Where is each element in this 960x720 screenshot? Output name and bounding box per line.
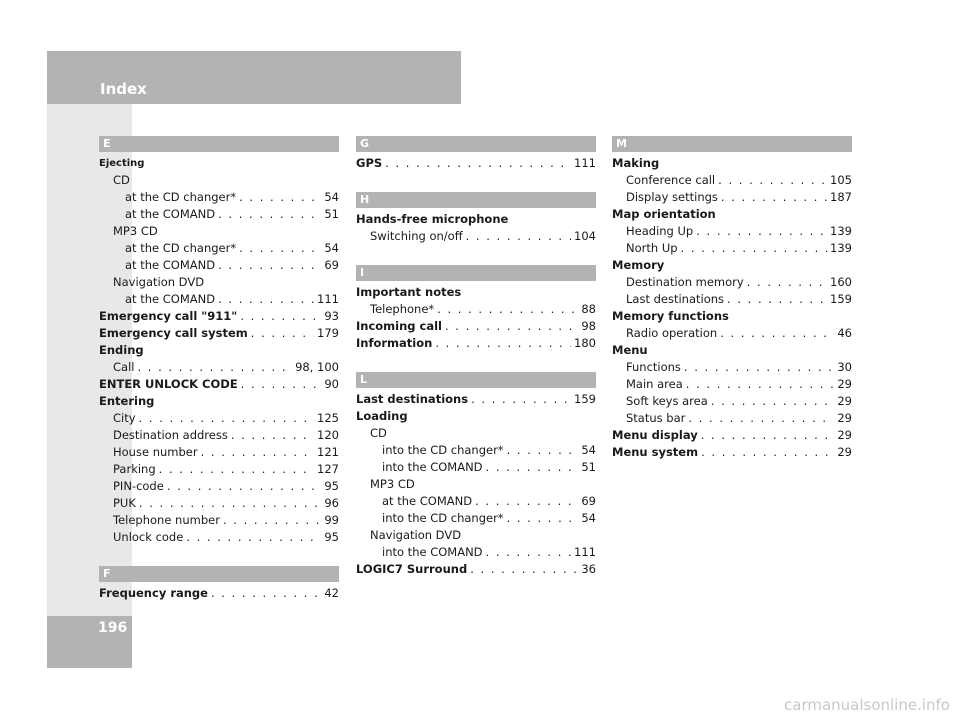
index-entry <box>99 342 339 359</box>
index-term: City <box>113 411 136 425</box>
index-entry <box>99 376 339 393</box>
index-term: Incoming call <box>356 319 442 333</box>
dot-leader <box>445 318 578 335</box>
index-page-ref: 139 <box>830 224 852 238</box>
index-entry <box>612 427 852 444</box>
index-page-ref: 29 <box>837 411 852 425</box>
index-entry <box>99 478 339 495</box>
index-page-ref: 54 <box>324 241 339 255</box>
index-term: Important notes <box>356 285 462 299</box>
index-entry <box>99 172 339 189</box>
index-term: Destination memory <box>626 275 744 289</box>
index-entry <box>356 391 596 408</box>
index-page-ref: 51 <box>581 460 596 474</box>
index-term: Navigation DVD <box>370 528 462 542</box>
index-entry <box>99 359 339 376</box>
index-entry <box>612 393 852 410</box>
dot-leader <box>486 544 572 561</box>
dot-leader <box>186 529 321 546</box>
index-page-ref: 29 <box>837 428 852 442</box>
index-term: at the COMAND <box>125 207 216 221</box>
dot-leader <box>471 391 571 408</box>
section-letter-header: E <box>99 136 339 152</box>
index-page-ref: 36 <box>581 562 596 576</box>
index-page-ref: 159 <box>574 392 596 406</box>
index-term: Parking <box>113 462 156 476</box>
dot-leader <box>721 189 827 206</box>
index-entry <box>356 459 596 476</box>
index-entry <box>356 211 596 228</box>
dot-leader <box>507 442 579 459</box>
index-entry <box>99 410 339 427</box>
index-page-ref: 111 <box>574 545 596 559</box>
index-term: Making <box>612 156 660 170</box>
index-entry <box>612 410 852 427</box>
section-letter-header: G <box>356 136 596 152</box>
index-term: Switching on/off <box>370 229 463 243</box>
index-page-ref: 105 <box>830 173 852 187</box>
index-entry <box>99 240 339 257</box>
dot-leader <box>435 335 571 352</box>
index-page-ref: 42 <box>324 586 339 600</box>
index-column-2 <box>356 136 596 578</box>
index-entry <box>356 335 596 352</box>
dot-leader <box>385 155 571 172</box>
index-term: CD <box>113 173 130 187</box>
dot-leader <box>241 376 322 393</box>
index-entry <box>99 529 339 546</box>
dot-leader <box>437 301 578 318</box>
index-term: Memory functions <box>612 309 729 323</box>
index-term: Frequency range <box>99 586 208 600</box>
index-page-ref: 99 <box>324 513 339 527</box>
section-letter-header: L <box>356 372 596 388</box>
index-entry <box>612 359 852 376</box>
index-page-ref: 121 <box>317 445 339 459</box>
index-page-ref: 69 <box>324 258 339 272</box>
index-term: Menu display <box>612 428 698 442</box>
dot-leader <box>137 359 292 376</box>
dot-leader <box>747 274 827 291</box>
index-entry <box>356 155 596 172</box>
index-page-ref: 93 <box>324 309 339 323</box>
index-page-ref: 187 <box>830 190 852 204</box>
index-term: into the CD changer* <box>382 443 504 457</box>
index-page-ref: 54 <box>324 190 339 204</box>
index-entry <box>612 257 852 274</box>
dot-leader <box>684 359 834 376</box>
index-entry <box>612 342 852 359</box>
index-term: Emergency call "911" <box>99 309 238 323</box>
index-entry <box>612 155 852 172</box>
index-section <box>356 265 596 352</box>
index-entry <box>612 189 852 206</box>
index-entry <box>612 308 852 325</box>
index-entry <box>99 461 339 478</box>
dot-leader <box>727 291 827 308</box>
index-entry <box>99 155 339 172</box>
index-page-ref: 29 <box>837 377 852 391</box>
index-page-ref: 69 <box>581 494 596 508</box>
index-entry <box>356 442 596 459</box>
index-page-ref: 111 <box>574 156 596 170</box>
index-page-ref: 95 <box>324 479 339 493</box>
index-term: Status bar <box>626 411 686 425</box>
index-page-ref: 120 <box>317 428 339 442</box>
index-page-ref: 160 <box>830 275 852 289</box>
dot-leader <box>507 510 579 527</box>
index-term: Menu <box>612 343 648 357</box>
index-page-ref: 159 <box>830 292 852 306</box>
index-entry <box>612 223 852 240</box>
index-term: House number <box>113 445 198 459</box>
index-term: at the COMAND <box>125 292 216 306</box>
index-section <box>356 136 596 172</box>
watermark: carmanualsonline.info <box>784 696 950 714</box>
dot-leader <box>251 325 314 342</box>
index-entry <box>356 561 596 578</box>
index-entry <box>99 427 339 444</box>
index-page-ref: 104 <box>574 229 596 243</box>
dot-leader <box>218 291 314 308</box>
index-term: GPS <box>356 156 383 170</box>
index-entry <box>356 301 596 318</box>
dot-leader <box>139 495 321 512</box>
index-entry <box>99 274 339 291</box>
index-section <box>612 136 852 461</box>
dot-leader <box>159 461 314 478</box>
index-term: at the COMAND <box>125 258 216 272</box>
index-term: Last destinations <box>356 392 469 406</box>
dot-leader <box>218 206 321 223</box>
dot-leader <box>211 585 321 602</box>
index-term: Telephone* <box>370 302 435 316</box>
dot-leader <box>686 376 835 393</box>
index-entry <box>356 318 596 335</box>
dot-leader <box>696 223 827 240</box>
dot-leader <box>688 410 834 427</box>
index-entry <box>99 223 339 240</box>
index-entry <box>99 291 339 308</box>
index-entry <box>99 444 339 461</box>
dot-leader <box>167 478 322 495</box>
dot-leader <box>475 493 578 510</box>
index-entry <box>612 325 852 342</box>
index-page-ref: 127 <box>317 462 339 476</box>
index-term: PUK <box>113 496 136 510</box>
index-term: Telephone number <box>113 513 220 527</box>
index-entry <box>99 325 339 342</box>
dot-leader <box>486 459 579 476</box>
index-term: into the CD changer* <box>382 511 504 525</box>
index-term: Entering <box>99 394 155 408</box>
index-entry <box>99 308 339 325</box>
index-entry <box>612 240 852 257</box>
index-page-ref: 139 <box>830 241 852 255</box>
index-term: Functions <box>626 360 681 374</box>
index-term: into the COMAND <box>382 545 483 559</box>
index-term: Call <box>113 360 135 374</box>
index-term: Ending <box>99 343 144 357</box>
section-letter-header: I <box>356 265 596 281</box>
index-entry <box>612 376 852 393</box>
index-section <box>356 192 596 245</box>
index-section <box>99 566 339 602</box>
page-number: 196 <box>98 620 128 636</box>
index-entry <box>99 206 339 223</box>
dot-leader <box>240 308 321 325</box>
index-page-ref: 90 <box>324 377 339 391</box>
index-term: Hands-free microphone <box>356 212 509 226</box>
dot-leader <box>239 240 321 257</box>
index-entry <box>612 274 852 291</box>
dot-leader <box>718 172 827 189</box>
index-term: Ejecting <box>99 158 145 169</box>
index-page-ref: 30 <box>837 360 852 374</box>
index-entry <box>99 393 339 410</box>
index-term: Heading Up <box>626 224 694 238</box>
index-term: Unlock code <box>113 530 184 544</box>
index-entry <box>356 284 596 301</box>
index-page-ref: 96 <box>324 496 339 510</box>
index-entry <box>612 172 852 189</box>
section-letter-header: M <box>612 136 852 152</box>
index-entry <box>612 444 852 461</box>
index-page-ref: 98, 100 <box>295 360 339 374</box>
index-entry <box>99 189 339 206</box>
index-page-ref: 98 <box>581 319 596 333</box>
page-title: Index <box>100 80 147 98</box>
dot-leader <box>466 228 571 245</box>
index-entry <box>356 408 596 425</box>
index-section <box>99 136 339 546</box>
index-page-ref: 54 <box>581 443 596 457</box>
dot-leader <box>201 444 314 461</box>
index-term: MP3 CD <box>370 477 415 491</box>
dot-leader <box>701 427 835 444</box>
dot-leader <box>218 257 321 274</box>
index-entry <box>356 425 596 442</box>
index-entry <box>356 476 596 493</box>
dot-leader <box>223 512 321 529</box>
index-term: North Up <box>626 241 678 255</box>
index-term: at the CD changer* <box>125 241 237 255</box>
index-term: Main area <box>626 377 683 391</box>
index-term: Navigation DVD <box>113 275 205 289</box>
dot-leader <box>231 427 314 444</box>
section-letter-header: H <box>356 192 596 208</box>
index-term: Destination address <box>113 428 228 442</box>
index-page-ref: 88 <box>581 302 596 316</box>
dot-leader <box>701 444 834 461</box>
index-term: Memory <box>612 258 665 272</box>
index-page-ref: 95 <box>324 530 339 544</box>
index-entry <box>99 257 339 274</box>
index-page-ref: 180 <box>574 336 596 350</box>
index-term: Loading <box>356 409 408 423</box>
index-page-ref: 46 <box>837 326 852 340</box>
index-term: PIN-code <box>113 479 164 493</box>
dot-leader <box>681 240 828 257</box>
index-entry <box>99 585 339 602</box>
index-page-ref: 125 <box>317 411 339 425</box>
index-term: at the CD changer* <box>125 190 237 204</box>
index-term: CD <box>370 426 387 440</box>
index-entry <box>612 206 852 223</box>
index-term: Emergency call system <box>99 326 248 340</box>
index-entry <box>356 228 596 245</box>
index-term: LOGIC7 Surround <box>356 562 468 576</box>
index-section <box>356 372 596 578</box>
index-entry <box>356 493 596 510</box>
index-term: Radio operation <box>626 326 718 340</box>
index-term: Map orientation <box>612 207 716 221</box>
index-term: Conference call <box>626 173 716 187</box>
index-entry <box>356 510 596 527</box>
index-entry <box>99 512 339 529</box>
index-column-1 <box>99 136 339 602</box>
dot-leader <box>720 325 834 342</box>
index-term: Information <box>356 336 433 350</box>
dot-leader <box>711 393 835 410</box>
section-letter-header: F <box>99 566 339 582</box>
index-entry <box>612 291 852 308</box>
index-term: at the COMAND <box>382 494 473 508</box>
index-entry <box>99 495 339 512</box>
index-term: Display settings <box>626 190 718 204</box>
index-page-ref: 29 <box>837 394 852 408</box>
dot-leader <box>139 410 315 427</box>
index-term: Last destinations <box>626 292 725 306</box>
index-term: MP3 CD <box>113 224 158 238</box>
index-page-ref: 111 <box>317 292 339 306</box>
index-page-ref: 29 <box>837 445 852 459</box>
dot-leader <box>470 561 578 578</box>
index-entry <box>356 527 596 544</box>
index-column-3 <box>612 136 852 461</box>
index-term: Menu system <box>612 445 699 459</box>
dot-leader <box>239 189 321 206</box>
index-term: into the COMAND <box>382 460 483 474</box>
index-entry <box>356 544 596 561</box>
index-page-ref: 51 <box>324 207 339 221</box>
index-page-ref: 179 <box>317 326 339 340</box>
index-term: Soft keys area <box>626 394 708 408</box>
index-page-ref: 54 <box>581 511 596 525</box>
index-term: ENTER UNLOCK CODE <box>99 377 238 391</box>
